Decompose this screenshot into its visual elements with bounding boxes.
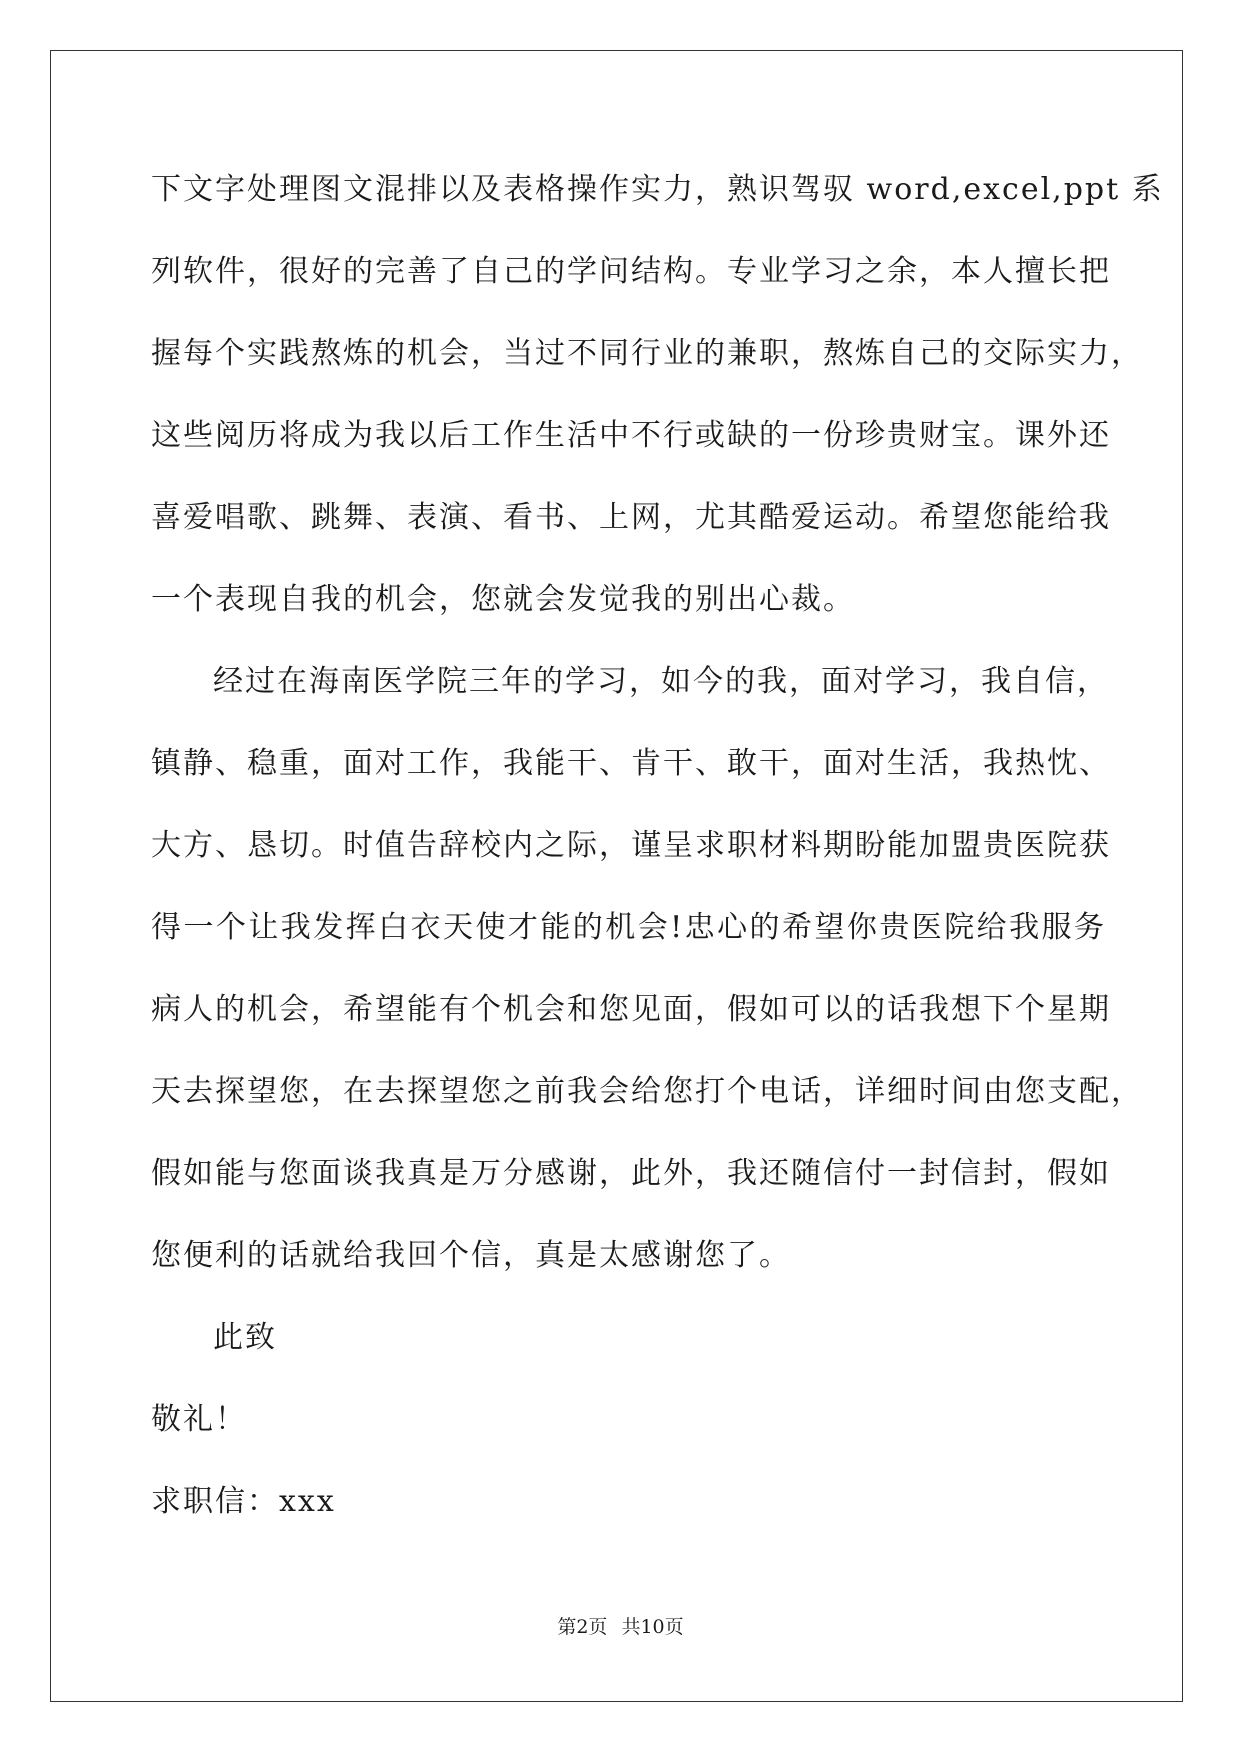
body-line: 经过在海南医学院三年的学习，如今的我，面对学习，我自信， [213,664,1109,699]
closing-salutation: 此致 [213,1320,277,1355]
body-line: 喜爱唱歌、跳舞、表演、看书、上网，尤其酷爱运动。希望您能给我 [151,500,1111,535]
body-line: 列软件，很好的完善了自己的学问结构。专业学习之余，本人擅长把 [151,254,1111,289]
page-footer [0,1614,1241,1640]
body-line: 假如能与您面谈我真是万分感谢，此外，我还随信付一封信封，假如 [151,1156,1111,1191]
body-line: 这些阅历将成为我以后工作生活中不行或缺的一份珍贵财宝。课外还 [151,418,1111,453]
body-line: 您便利的话就给我回个信，真是太感谢您了。 [151,1238,791,1273]
body-line: 天去探望您，在去探望您之前我会给您打个电话，详细时间由您支配， [151,1074,1143,1109]
body-line: 下文字处理图文混排以及表格操作实力，熟识驾驭 word,excel,ppt 系 [151,172,1164,207]
body-line: 得一个让我发挥白衣天使才能的机会!忠心的希望你贵医院给我服务 [151,910,1106,945]
body-line: 一个表现自我的机会，您就会发觉我的别出心裁。 [151,582,855,617]
body-line: 大方、恳切。时值告辞校内之际，谨呈求职材料期盼能加盟贵医院获 [151,828,1111,863]
signature-line: 求职信：xxx [151,1484,336,1519]
body-line: 镇静、稳重，面对工作，我能干、肯干、敢干，面对生活，我热忱、 [151,746,1111,781]
page-number: 第2页 [557,1616,608,1638]
letter-body [151,165,1164,1559]
body-line: 握每个实践熬炼的机会，当过不同行业的兼职，熬炼自己的交际实力， [151,336,1143,371]
closing-regards: 敬礼！ [151,1402,247,1437]
body-line: 病人的机会，希望能有个机会和您见面，假如可以的话我想下个星期 [151,992,1111,1027]
page-total: 共10页 [621,1616,684,1638]
